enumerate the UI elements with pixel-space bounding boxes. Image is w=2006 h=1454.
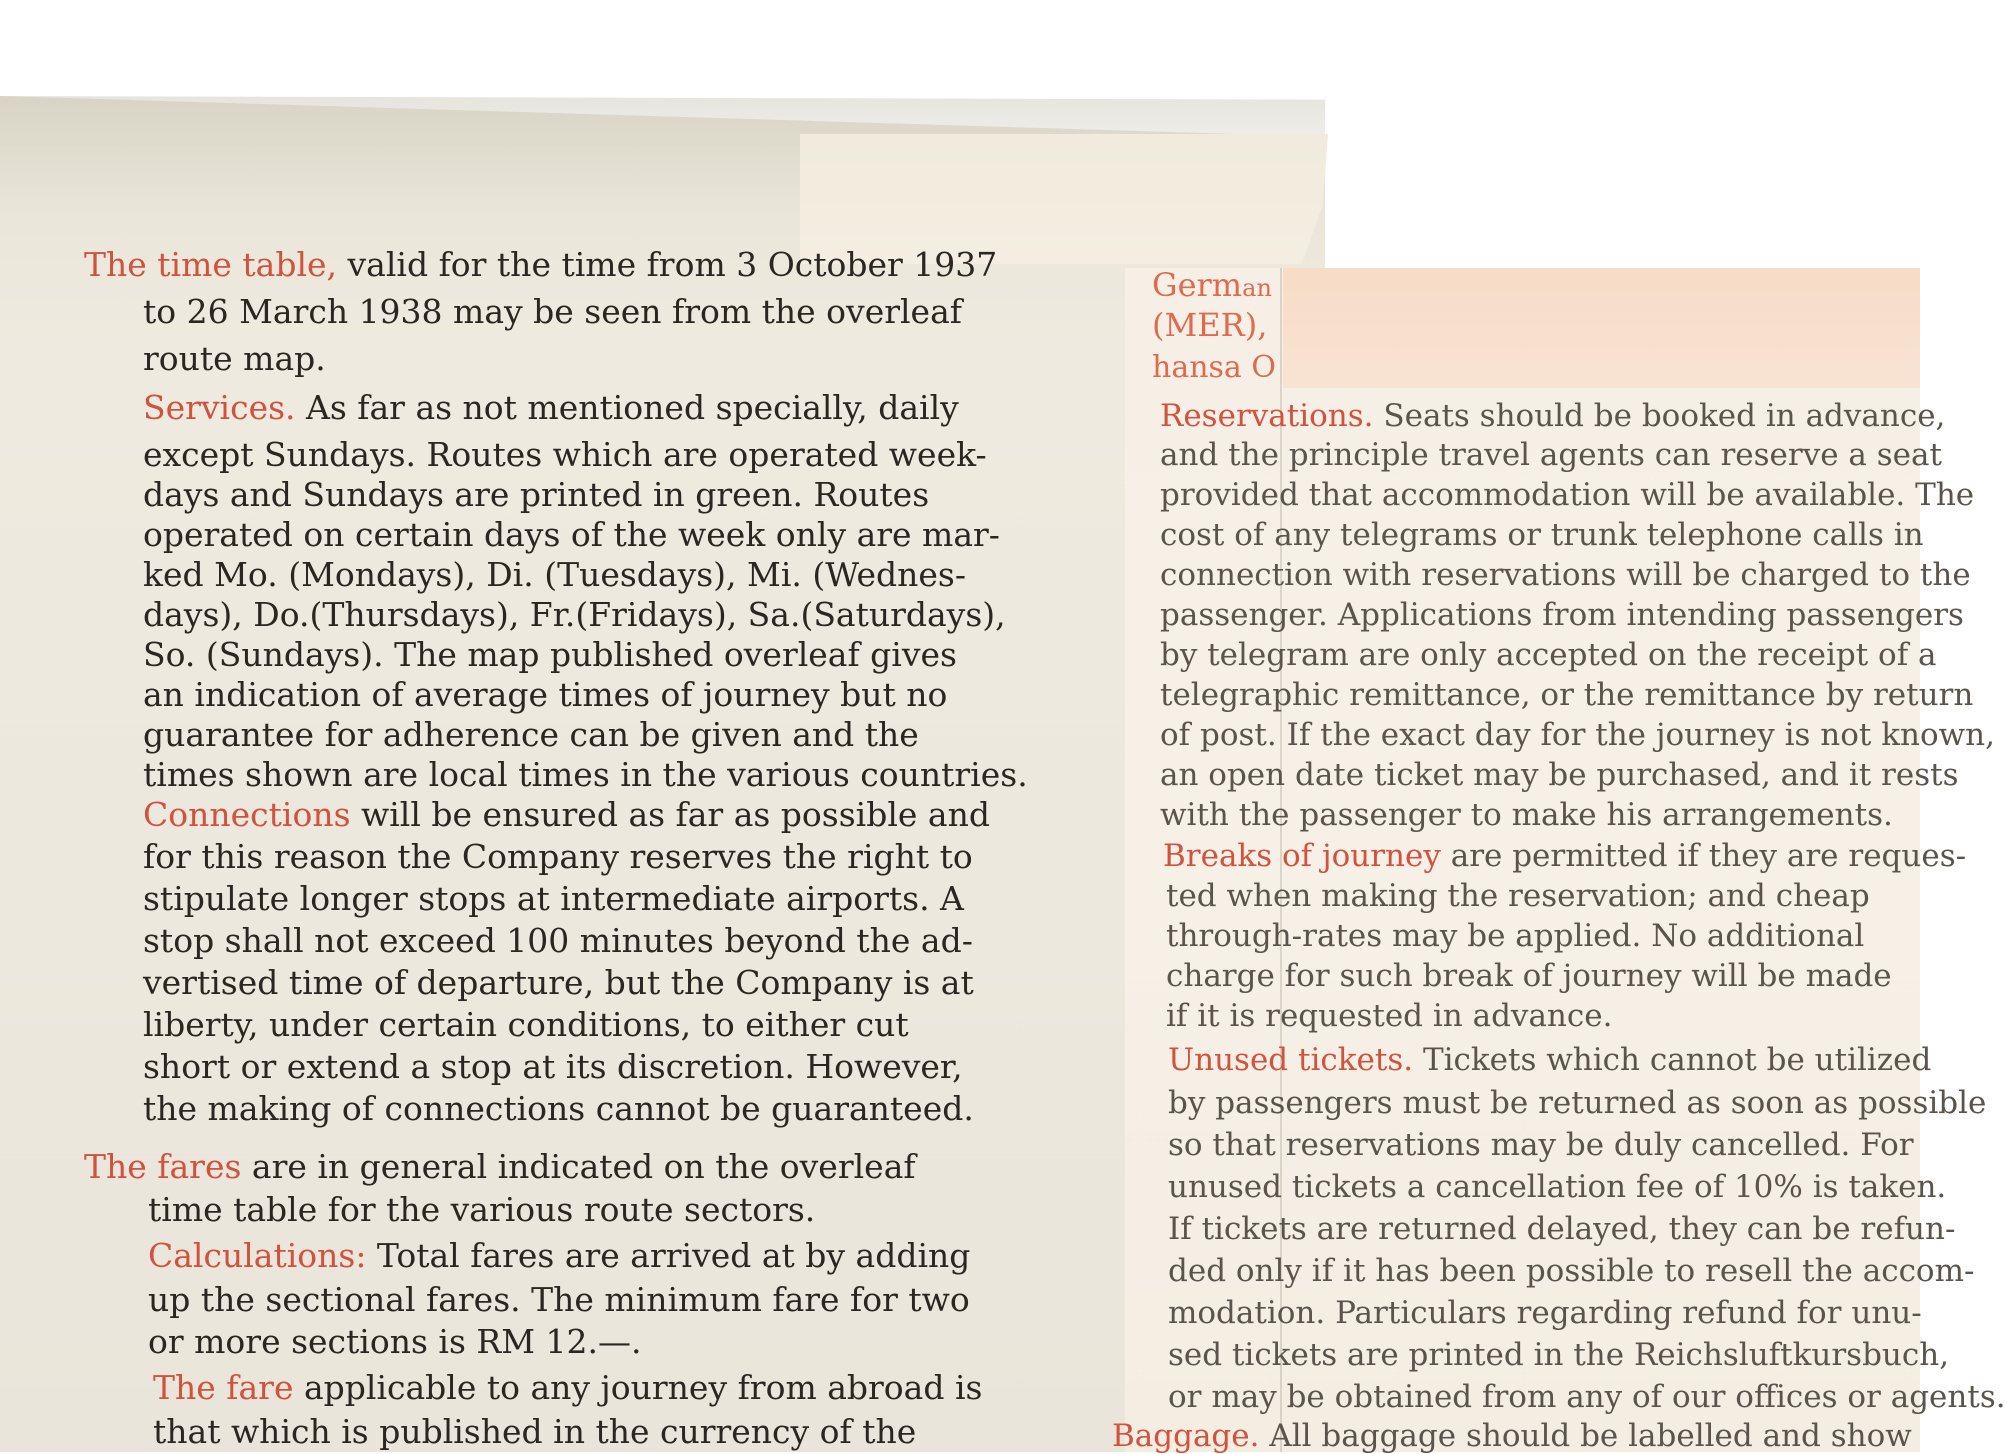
text-line: times shown are local times in the various countries. — [143, 755, 1028, 794]
text-line: for this reason the Company reserves the right to — [143, 837, 973, 876]
text-span: are in general indicated on the overleaf — [241, 1147, 916, 1186]
text-line: stop shall not exceed 100 minutes beyond the ad- — [143, 921, 973, 960]
heading-unused-tickets: Unused tickets. — [1168, 1042, 1414, 1078]
text-line: up the sectional fares. The minimum fare for two — [148, 1280, 970, 1319]
text-line: of post. If the exact day for the journey is not known, — [1160, 717, 1996, 753]
text-line: and the principle travel agents can reserve a seat — [1160, 437, 1942, 473]
heading-breaks: Breaks of journey — [1163, 838, 1441, 874]
text-line: passenger. Applications from intending passengers — [1160, 597, 1964, 633]
text-line: if it is requested in advance. — [1166, 998, 1613, 1034]
text-line: cost of any telegrams or trunk telephone calls in — [1160, 517, 1924, 553]
text-span: are permitted if they are reques- — [1440, 838, 1967, 874]
text-span: Total fares are arrived at by adding — [366, 1236, 971, 1275]
text-span: As far as not mentioned specially, daily — [295, 388, 959, 427]
text-span: Seats should be booked in advance, — [1373, 398, 1946, 434]
text-line: so that reservations may be duly cancelled. For — [1168, 1127, 1914, 1163]
text-line — [1163, 838, 1966, 874]
text-line: sed tickets are printed in the Reichsluftkursbuch, — [1168, 1337, 1950, 1373]
text-line: unused tickets a cancellation fee of 10% is taken. — [1168, 1169, 1947, 1205]
text-line: through-rates may be applied. No additional — [1166, 918, 1865, 954]
text-line — [1112, 1418, 1912, 1454]
text-line: with the passenger to make his arrangements. — [1160, 797, 1893, 833]
text-line: an indication of average times of journey but no — [143, 675, 948, 714]
text-line: modation. Particulars regarding refund for unu- — [1168, 1295, 1922, 1331]
text-line: to 26 March 1938 may be seen from the overleaf — [143, 292, 962, 331]
strip-suffix: an — [1242, 274, 1272, 302]
text-line: liberty, under certain conditions, to either cut — [143, 1005, 909, 1044]
text-span: applicable to any journey from abroad is — [293, 1368, 983, 1407]
text-span: All baggage should be labelled and show — [1259, 1418, 1912, 1454]
text-line: provided that accommodation will be available. The — [1160, 477, 1975, 513]
text-line — [1160, 398, 1945, 434]
heading-fare: The fare — [153, 1368, 294, 1407]
text-line: short or extend a stop at its discretion. However, — [143, 1047, 963, 1086]
text-span: will be ensured as far as possible and — [350, 795, 990, 834]
heading-fares: The fares — [84, 1147, 242, 1186]
heading-time-table: The time table, — [84, 245, 338, 284]
strip-text: Germ — [1152, 266, 1243, 304]
strip-line — [1152, 350, 1276, 385]
text-line: stipulate longer stops at intermediate airports. A — [143, 879, 964, 918]
text-line: by telegram are only accepted on the receipt of a — [1160, 637, 1937, 673]
strip-text: hansa O — [1152, 350, 1276, 385]
text-line: that which is published in the currency of the — [153, 1412, 917, 1451]
text-span: valid for the time from 3 October 1937 — [337, 245, 998, 284]
heading-calculations: Calculations: — [148, 1236, 367, 1275]
text-span: Tickets which cannot be utilized — [1413, 1042, 1932, 1078]
text-line: ded only if it has been possible to resell the accom- — [1168, 1253, 1975, 1289]
text-line: or may be obtained from any of our offices or agents. — [1168, 1379, 2006, 1415]
text-line: So. (Sundays). The map published overleaf gives — [143, 635, 957, 674]
text-line: by passengers must be returned as soon as possible — [1168, 1085, 1987, 1121]
text-line: charge for such break of journey will be made — [1166, 958, 1892, 994]
heading-reservations: Reservations. — [1160, 398, 1374, 434]
text-line: days), Do.(Thursdays), Fr.(Fridays), Sa.(Saturdays), — [143, 595, 1006, 634]
heading-services: Services. — [143, 388, 296, 427]
text-line: vertised time of departure, but the Company is at — [143, 963, 974, 1002]
text-line: connection with reservations will be charged to the — [1160, 557, 1971, 593]
text-line: route map. — [143, 339, 326, 378]
text-line: time table for the various route sectors. — [148, 1190, 816, 1229]
strip-line — [1152, 266, 1272, 304]
text-line — [1168, 1042, 1931, 1078]
text-line: ked Mo. (Mondays), Di. (Tuesdays), Mi. (Wednes- — [143, 555, 966, 594]
text-line: guarantee for adherence can be given and the — [143, 715, 919, 754]
text-line: or more sections is RM 12.—. — [148, 1322, 642, 1361]
text-line: days and Sundays are printed in green. Routes — [143, 475, 930, 514]
text-line: the making of connections cannot be guaranteed. — [143, 1089, 974, 1128]
text-line: If tickets are returned delayed, they can be refun- — [1168, 1211, 1956, 1247]
text-line: ted when making the reservation; and cheap — [1166, 878, 1870, 914]
strip-text: (MER), — [1152, 306, 1268, 344]
text-line: operated on certain days of the week only are mar- — [143, 515, 1000, 554]
text-line: an open date ticket may be purchased, and it rests — [1160, 757, 1959, 793]
text-line: telegraphic remittance, or the remittance by return — [1160, 677, 1974, 713]
heading-connections: Connections — [143, 795, 351, 834]
heading-baggage: Baggage. — [1112, 1418, 1260, 1454]
text-line: except Sundays. Routes which are operated week- — [143, 435, 987, 474]
strip-line — [1152, 306, 1267, 344]
